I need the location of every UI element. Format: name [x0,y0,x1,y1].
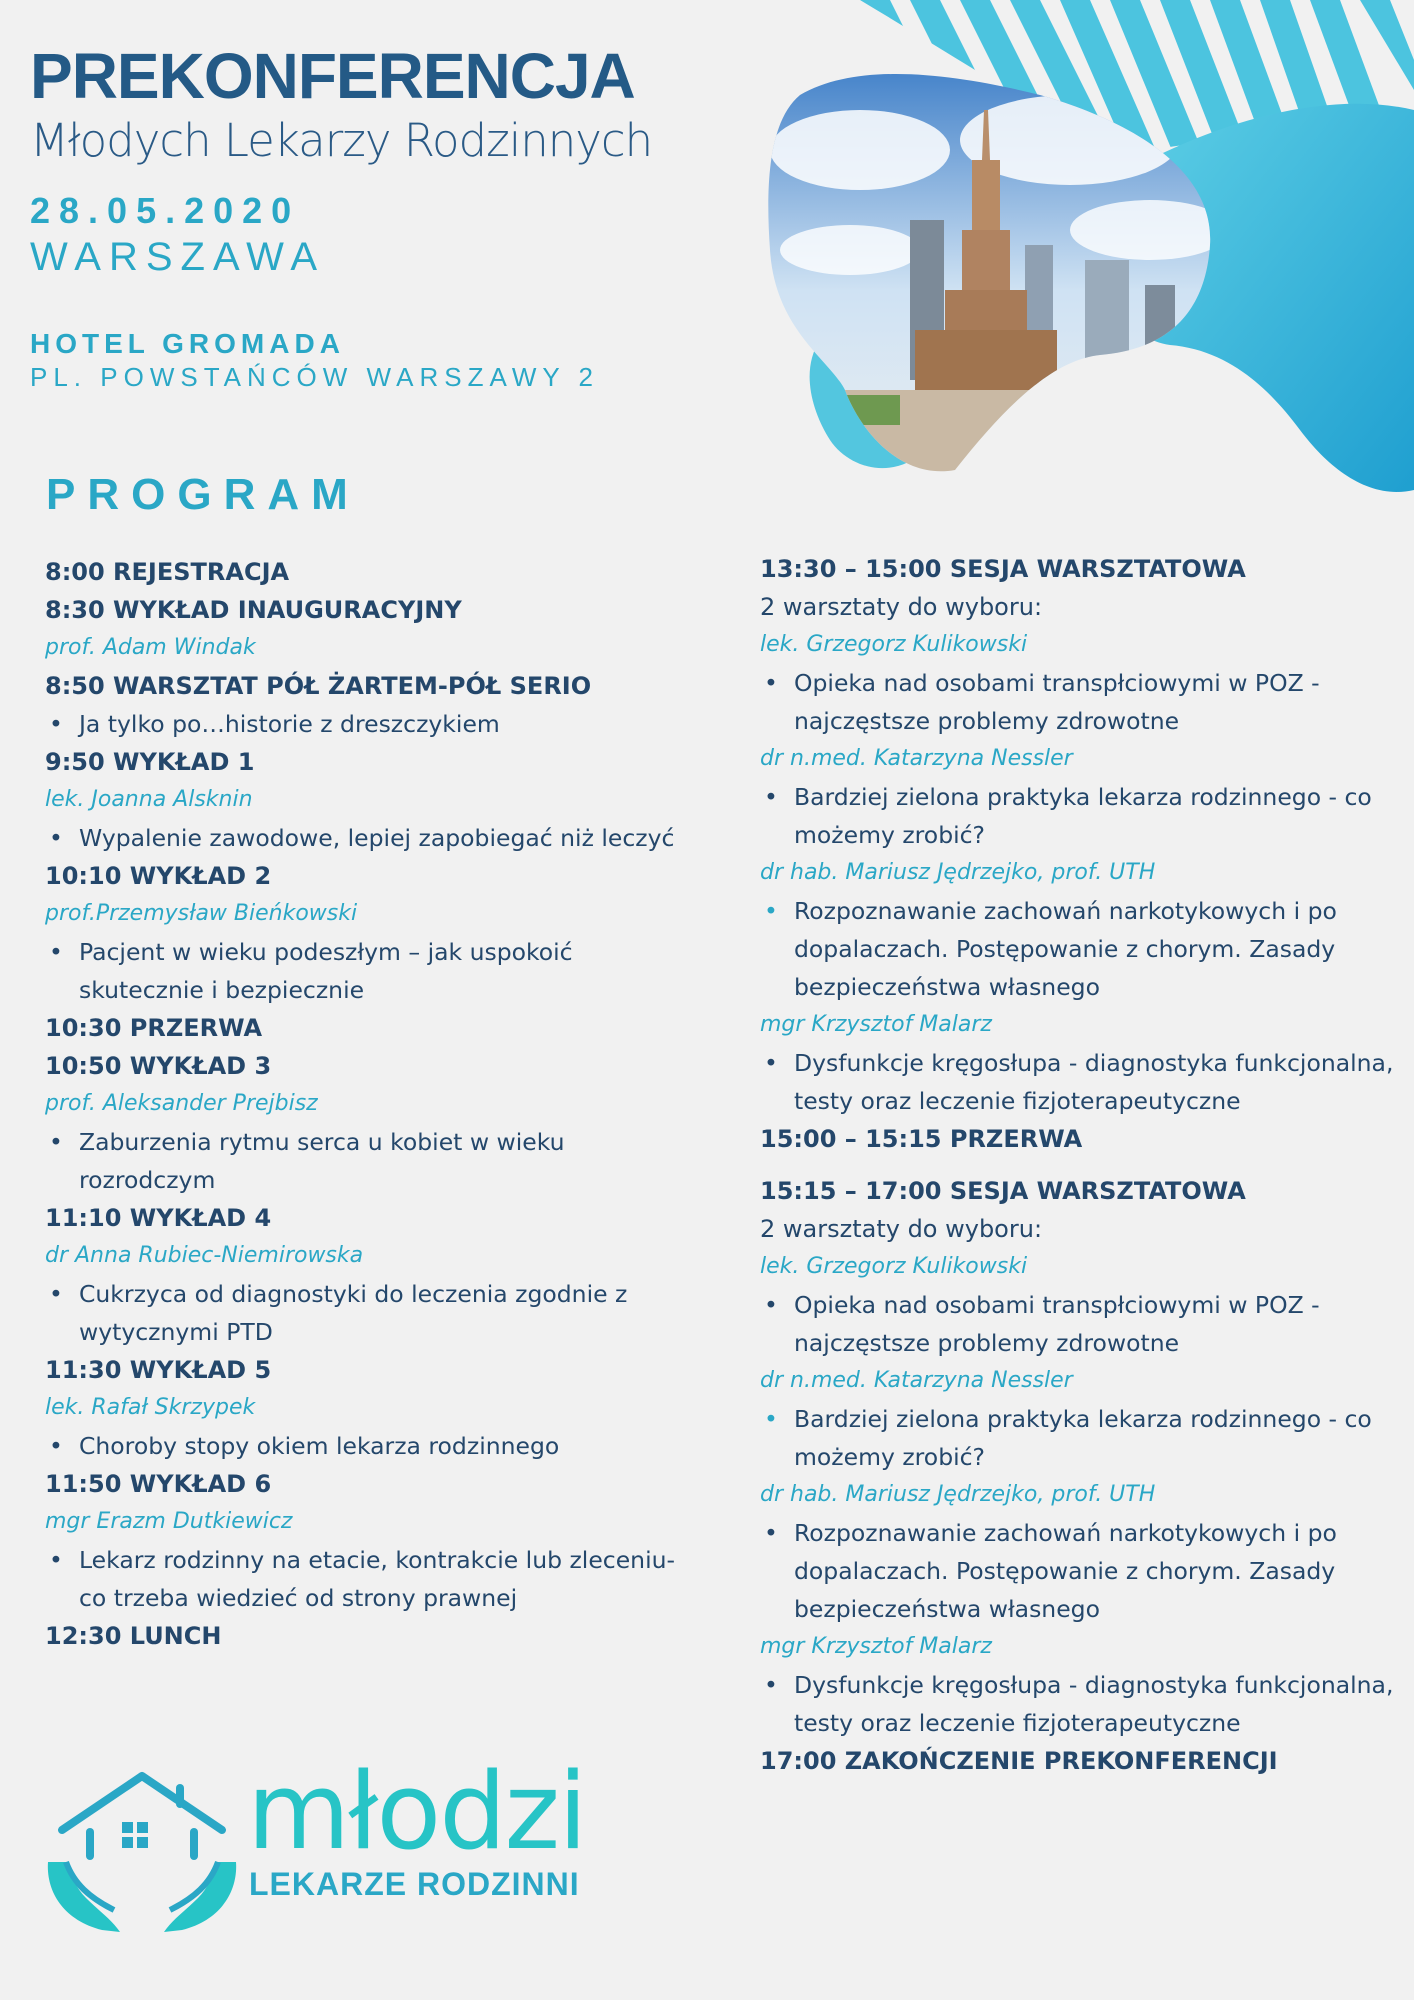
session-time-title: 8:50 WARSZTAT PÓŁ ŻARTEM-PÓŁ SERIO [45,672,592,700]
topic-item: • Rozpoznawanie zachowań narkotykowych i po dopalaczach. Postępowanie z chorym. Zasady bezpieczeństwa własnego [760,892,1400,1006]
event-city: WARSZAWA [30,235,326,279]
session-time-title: 17:00 ZAKOŃCZENIE PREKONFERENCJI [760,1747,1278,1775]
session-time-title: 10:10 WYKŁAD 2 [45,862,272,890]
topic-item: • Rozpoznawanie zachowań narkotykowych i po dopalaczach. Postępowanie z chorym. Zasady bezpieczeństwa własnego [760,1514,1400,1628]
venue-name: HOTEL GROMADA [30,328,345,359]
spacer [760,1158,1400,1172]
venue-address: PL. POWSTAŃCÓW WARSZAWY 2 [30,362,599,392]
topic-item: • Choroby stopy okiem lekarza rodzinnego [45,1427,685,1465]
session-time-title: 15:15 – 17:00 SESJA WARSZTATOWA [760,1177,1246,1205]
speaker-name: lek. Grzegorz Kulikowski [760,632,1028,657]
session-time-title: 11:50 WYKŁAD 6 [45,1470,272,1498]
speaker-name: prof. Adam Windak [45,635,256,660]
session-note: 2 warsztaty do wyboru: [760,1215,1043,1243]
logo-subtitle: LEKARZE RODZINNI [249,1866,580,1902]
page-subtitle: Młodych Lekarzy Rodzinnych [30,114,653,167]
house-hands-icon [42,1770,242,1940]
speaker-name: mgr Krzysztof Malarz [760,1634,992,1659]
speaker-name: lek. Joanna Alsknin [45,787,253,812]
speaker-name: dr n.med. Katarzyna Nessler [760,746,1073,771]
speaker-name: mgr Erazm Dutkiewicz [45,1509,293,1534]
topic-item: • Ja tylko po…historie z dreszczykiem [45,705,685,743]
topic-item: • Opieka nad osobami transpłciowymi w POZ - najczęstsze problemy zdrowotne [760,664,1400,740]
speaker-name: dr Anna Rubiec-Niemirowska [45,1243,364,1268]
topic-item: • Wypalenie zawodowe, lepiej zapobiegać niż leczyć [45,819,685,857]
session-time-title: 10:30 PRZERWA [45,1014,263,1042]
program-column-left [45,553,685,1655]
topic-item: • Pacjent w wieku podeszłym – jak uspokoić skutecznie i bezpiecznie [45,933,685,1009]
topic-item: • Dysfunkcje kręgosłupa - diagnostyka funkcjonalna, testy oraz leczenie fizjoterapeutyczne [760,1666,1400,1742]
speaker-name: lek. Grzegorz Kulikowski [760,1254,1028,1279]
session-time-title: 8:30 WYKŁAD INAUGURACYJNY [45,596,462,624]
topic-item: • Zaburzenia rytmu serca u kobiet w wieku rozrodczym [45,1123,685,1199]
speaker-name: dr n.med. Katarzyna Nessler [760,1368,1073,1393]
session-note: 2 warsztaty do wyboru: [760,593,1043,621]
speaker-name: dr hab. Mariusz Jędrzejko, prof. UTH [760,860,1156,885]
speaker-name: prof.Przemysław Bieńkowski [45,901,358,926]
session-time-title: 12:30 LUNCH [45,1622,222,1650]
topic-item: • Cukrzyca od diagnostyki do leczenia zgodnie z wytycznymi PTD [45,1275,685,1351]
page-title: PREKONFERENCJA [30,40,635,112]
session-time-title: 15:00 – 15:15 PRZERWA [760,1125,1083,1153]
session-time-title: 11:10 WYKŁAD 4 [45,1204,272,1232]
topic-item: • Bardziej zielona praktyka lekarza rodzinnego - co możemy zrobić? [760,778,1400,854]
topic-item: • Opieka nad osobami transpłciowymi w POZ - najczęstsze problemy zdrowotne [760,1286,1400,1362]
topic-item: • Dysfunkcje kręgosłupa - diagnostyka funkcjonalna, testy oraz leczenie fizjoterapeutyczne [760,1044,1400,1120]
event-date: 28.05.2020 [30,190,301,231]
topic-item: • Lekarz rodzinny na etacie, kontrakcie lub zleceniu- co trzeba wiedzieć od strony prawnej [45,1541,685,1617]
speaker-name: mgr Krzysztof Malarz [760,1012,992,1037]
session-time-title: 11:30 WYKŁAD 5 [45,1356,272,1384]
program-column-right [760,550,1400,1780]
session-time-title: 13:30 – 15:00 SESJA WARSZTATOWA [760,555,1246,583]
header [30,40,652,394]
session-time-title: 10:50 WYKŁAD 3 [45,1052,272,1080]
session-time-title: 9:50 WYKŁAD 1 [45,748,255,776]
speaker-name: dr hab. Mariusz Jędrzejko, prof. UTH [760,1482,1156,1507]
program-heading: PROGRAM [46,470,360,519]
session-time-title: 8:00 REJESTRACJA [45,558,290,586]
topic-item: • Bardziej zielona praktyka lekarza rodzinnego - co możemy zrobić? [760,1400,1400,1476]
logo [42,1750,622,1930]
logo-wordmark: młodzi [247,1750,586,1873]
speaker-name: prof. Aleksander Prejbisz [45,1091,318,1116]
speaker-name: lek. Rafał Skrzypek [45,1395,256,1420]
